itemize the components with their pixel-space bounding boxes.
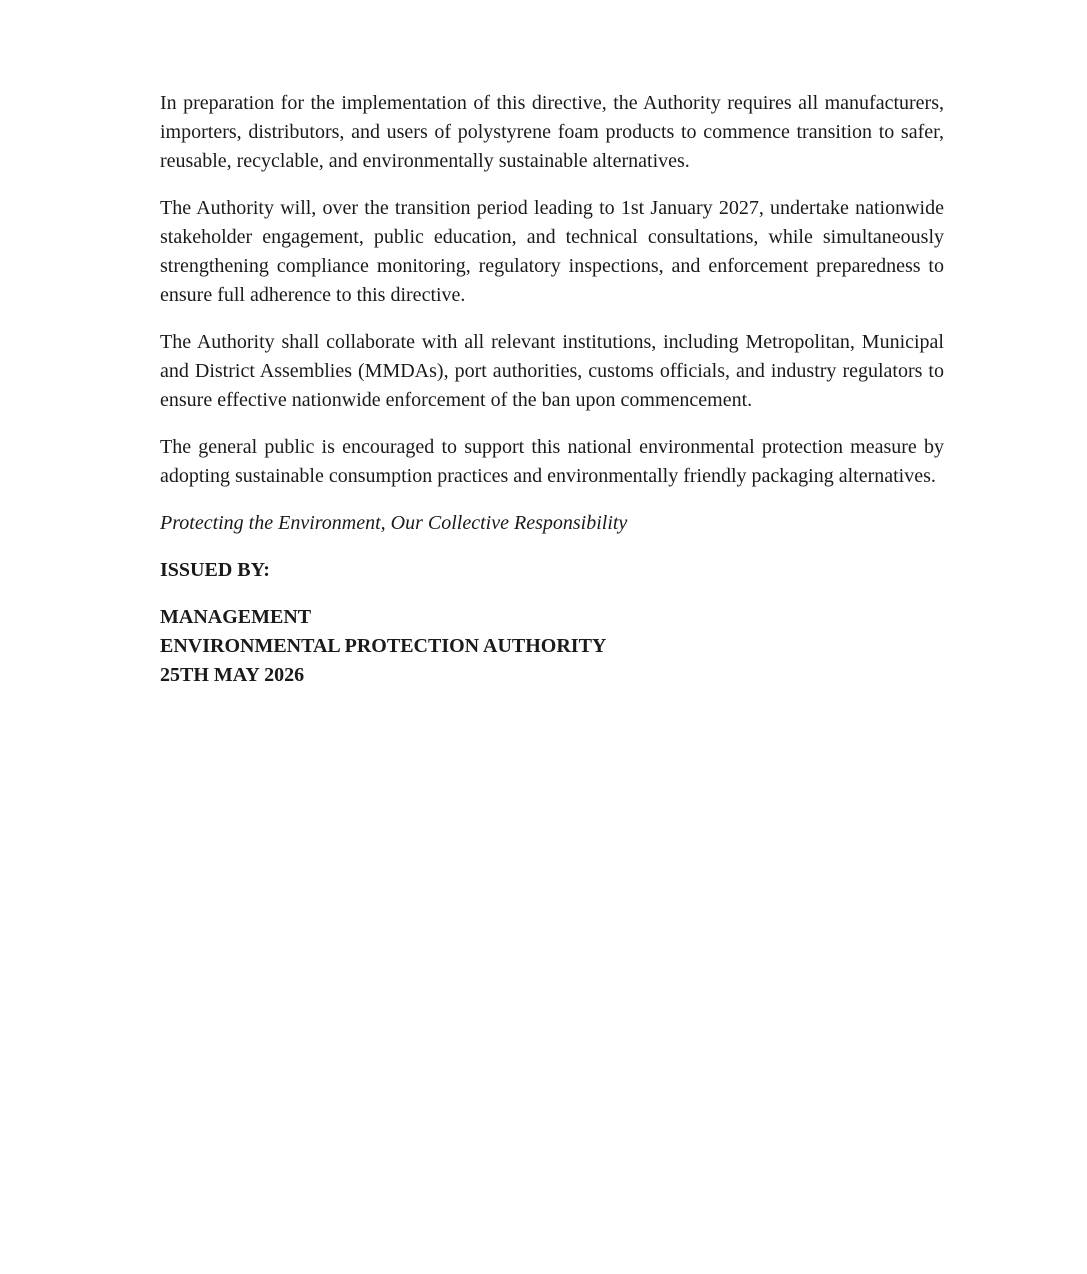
signoff-authority: ENVIRONMENTAL PROTECTION AUTHORITY bbox=[160, 635, 607, 657]
document-page bbox=[160, 89, 944, 690]
signoff-management: MANAGEMENT bbox=[160, 606, 312, 628]
paragraph-public-support: The general public is encouraged to support this national environmental protection measure by adopting sustainable consumption practices and environmentally friendly packaging alternatives. bbox=[160, 436, 944, 487]
paragraph-transition-period: The Authority will, over the transition period leading to 1st January 2027, undertake nationwide stakeholder engagement, public education, and technical consultations, while simultaneously strengthening compliance monitoring, regulatory inspections, and enforcement preparedness to ensure full adherence to this directive. bbox=[160, 197, 944, 306]
paragraph-transition-requirement: In preparation for the implementation of this directive, the Authority requires all manufacturers, importers, distributors, and users of polystyrene foam products to commence transition to safer, reusable, recyclable, and environmentally sustainable alternatives. bbox=[160, 92, 944, 172]
issued-by-label: ISSUED BY: bbox=[160, 559, 270, 581]
signoff-block bbox=[160, 603, 944, 690]
motto: Protecting the Environment, Our Collective Responsibility bbox=[160, 512, 628, 534]
signoff-date: 25TH MAY 2026 bbox=[160, 664, 305, 686]
paragraph-collaboration: The Authority shall collaborate with all relevant institutions, including Metropolitan, Municipal and District Assemblies (MMDAs), port authorities, customs officials, and industry regulators to ensure effective nationwide enforcement of the ban upon commencement. bbox=[160, 331, 944, 411]
